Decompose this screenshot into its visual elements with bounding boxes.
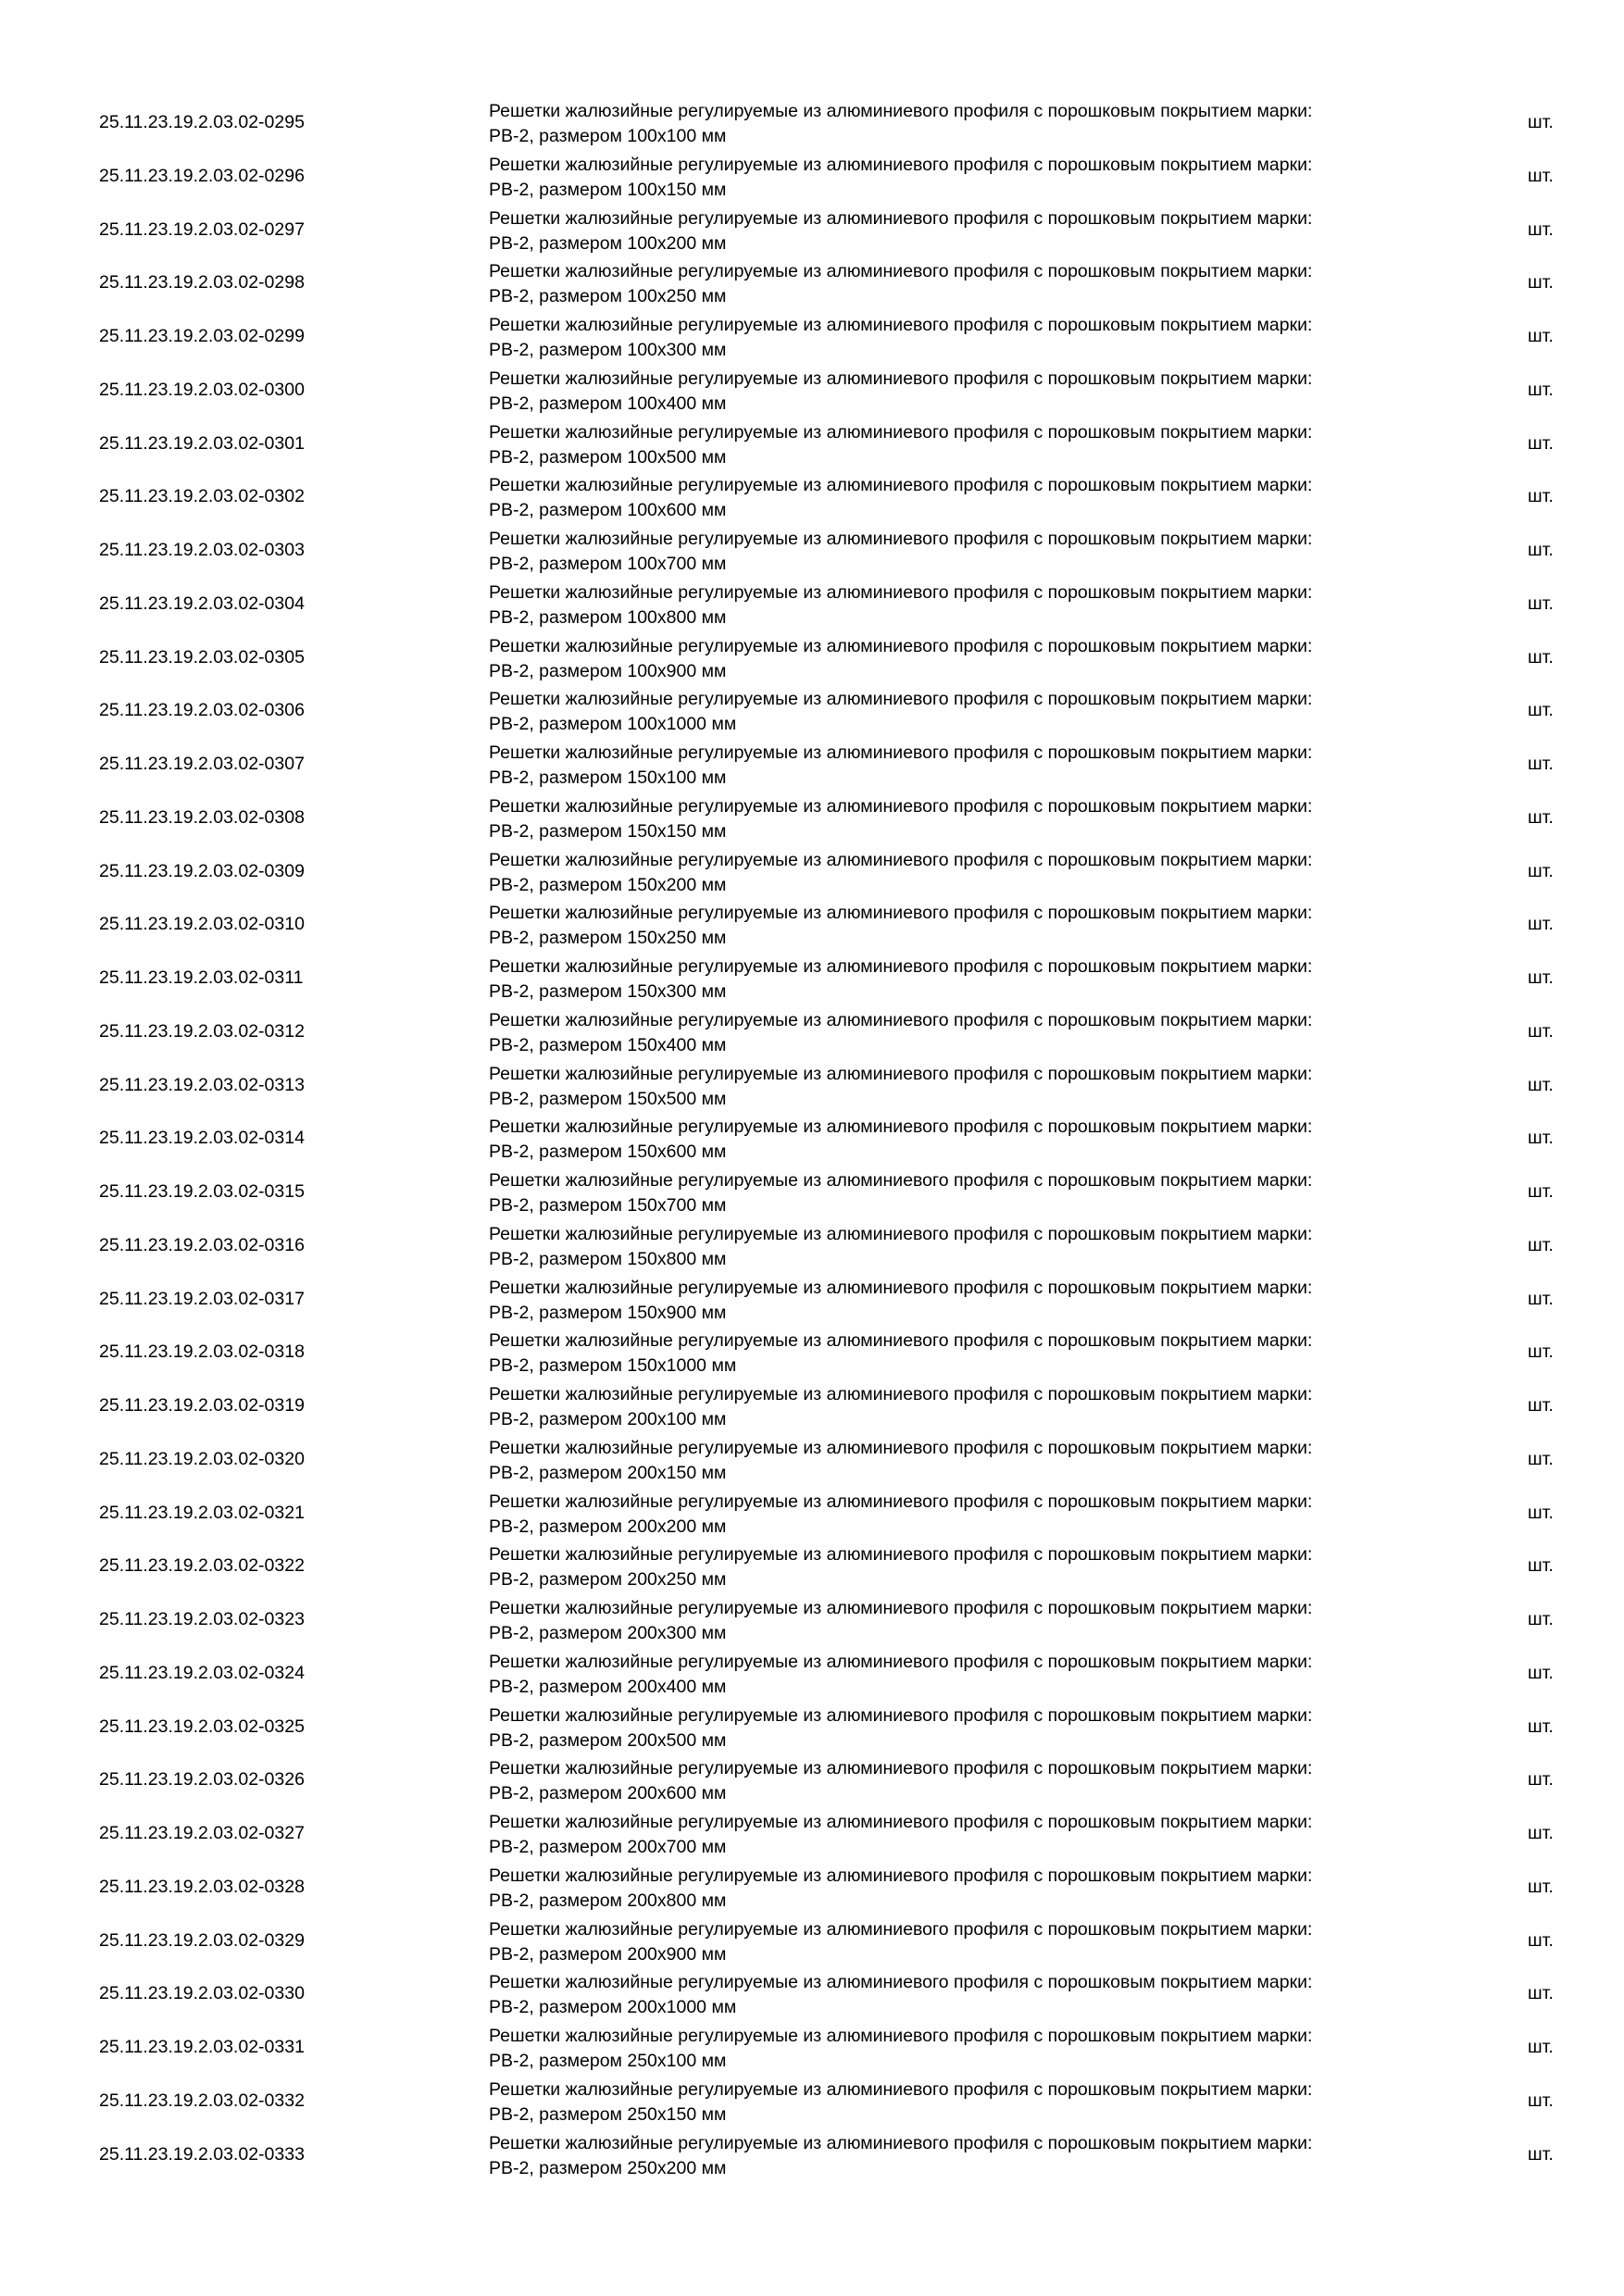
description-line-2: РВ-2, размером 150х900 мм	[489, 1302, 727, 1323]
resource-code: 25.11.23.19.2.03.02-0318	[99, 1341, 305, 1363]
table-row	[0, 684, 1624, 738]
resource-description	[489, 420, 1452, 470]
resource-description	[489, 1222, 1452, 1272]
unit-of-measure: шт.	[1528, 1074, 1554, 1095]
resource-description	[489, 153, 1452, 203]
table-row	[0, 1647, 1624, 1701]
unit-of-measure: шт.	[1528, 1128, 1554, 1149]
table-row	[0, 256, 1624, 310]
resource-description	[489, 2131, 1452, 2181]
description-line-2: РВ-2, размером 250х200 мм	[489, 2157, 727, 2178]
resource-code: 25.11.23.19.2.03.02-0306	[99, 700, 305, 721]
table-row	[0, 1166, 1624, 1219]
resource-code: 25.11.23.19.2.03.02-0304	[99, 593, 305, 614]
resource-description	[489, 1810, 1452, 1860]
table-row	[0, 631, 1624, 685]
table-row	[0, 1219, 1624, 1273]
description-line-1: Решетки жалюзийные регулируемые из алюминиевого профиля с порошковым покрытием марки:	[489, 154, 1313, 175]
resource-code: 25.11.23.19.2.03.02-0321	[99, 1502, 305, 1523]
unit-of-measure: шт.	[1528, 1876, 1554, 1897]
unit-of-measure: шт.	[1528, 379, 1554, 400]
description-line-1: Решетки жалюзийные регулируемые из алюминиевого профиля с порошковым покрытием марки:	[489, 1812, 1313, 1832]
resource-code: 25.11.23.19.2.03.02-0307	[99, 754, 305, 774]
table-row	[0, 792, 1624, 845]
unit-of-measure: шт.	[1528, 1341, 1554, 1363]
unit-of-measure: шт.	[1528, 218, 1554, 240]
description-line-1: Решетки жалюзийные регулируемые из алюминиевого профиля с порошковым покрытием марки:	[489, 1758, 1313, 1779]
description-line-2: РВ-2, размером 200х300 мм	[489, 1623, 727, 1643]
description-line-2: РВ-2, размером 200х100 мм	[489, 1409, 727, 1429]
description-line-2: РВ-2, размером 200х400 мм	[489, 1676, 727, 1697]
resource-description	[489, 1062, 1452, 1112]
description-line-2: РВ-2, размером 150х300 мм	[489, 981, 727, 1002]
resource-code: 25.11.23.19.2.03.02-0328	[99, 1876, 305, 1897]
unit-of-measure: шт.	[1528, 1555, 1554, 1577]
table-row	[0, 1005, 1624, 1059]
description-line-1: Решетки жалюзийные регулируемые из алюминиевого профиля с порошковым покрытием марки:	[489, 1009, 1313, 1030]
resource-code: 25.11.23.19.2.03.02-0327	[99, 1823, 305, 1843]
resource-code: 25.11.23.19.2.03.02-0308	[99, 806, 305, 828]
description-line-2: РВ-2, размером 100х800 мм	[489, 606, 727, 628]
description-line-1: Решетки жалюзийные регулируемые из алюминиевого профиля с порошковым покрытием марки:	[489, 1277, 1313, 1298]
resource-description	[489, 1168, 1452, 1218]
description-line-1: Решетки жалюзийные регулируемые из алюминиевого профиля с порошковым покрытием марки:	[489, 956, 1313, 977]
resource-code: 25.11.23.19.2.03.02-0332	[99, 2090, 305, 2111]
description-line-2: РВ-2, размером 100х100 мм	[489, 126, 727, 146]
description-line-1: Решетки жалюзийные регулируемые из алюминиевого профиля с порошковым покрытием марки:	[489, 1384, 1313, 1404]
description-line-1: Решетки жалюзийные регулируемые из алюминиевого профиля с порошковым покрытием марки:	[489, 1544, 1313, 1566]
description-line-1: Решетки жалюзийные регулируемые из алюминиевого профиля с порошковым покрытием марки:	[489, 2026, 1313, 2046]
resource-description	[489, 527, 1452, 577]
unit-of-measure: шт.	[1528, 1502, 1554, 1523]
description-line-1: Решетки жалюзийные регулируемые из алюминиевого профиля с порошковым покрытием марки:	[489, 1704, 1313, 1726]
description-line-1: Решетки жалюзийные регулируемые из алюминиевого профиля с порошковым покрытием марки:	[489, 2078, 1313, 2100]
resource-description	[489, 1382, 1452, 1432]
resource-code: 25.11.23.19.2.03.02-0325	[99, 1716, 305, 1737]
resource-description	[489, 2024, 1452, 2074]
resource-code: 25.11.23.19.2.03.02-0300	[99, 379, 305, 400]
resource-code: 25.11.23.19.2.03.02-0299	[99, 326, 305, 346]
resource-description	[489, 1596, 1452, 1646]
unit-of-measure: шт.	[1528, 1662, 1554, 1683]
description-line-2: РВ-2, размером 150х250 мм	[489, 928, 727, 949]
description-line-1: Решетки жалюзийные регулируемые из алюминиевого профиля с порошковым покрытием марки:	[489, 529, 1313, 549]
unit-of-measure: шт.	[1528, 754, 1554, 774]
resource-description	[489, 1917, 1452, 1967]
description-line-2: РВ-2, размером 100х500 мм	[489, 446, 727, 468]
description-line-1: Решетки жалюзийные регулируемые из алюминиевого профиля с порошковым покрытием марки:	[489, 689, 1313, 710]
table-row	[0, 1967, 1624, 2021]
resource-code: 25.11.23.19.2.03.02-0295	[99, 112, 305, 132]
table-row	[0, 1701, 1624, 1754]
unit-of-measure: шт.	[1528, 1020, 1554, 1042]
description-line-2: РВ-2, размером 150х150 мм	[489, 820, 727, 842]
description-line-1: Решетки жалюзийные регулируемые из алюминиевого профиля с порошковым покрытием марки:	[489, 635, 1313, 656]
description-line-2: РВ-2, размером 150х700 мм	[489, 1195, 727, 1216]
description-line-2: РВ-2, размером 100х250 мм	[489, 286, 727, 307]
description-line-1: Решетки жалюзийные регулируемые из алюминиевого профиля с порошковым покрытием марки:	[489, 1865, 1313, 1886]
table-row	[0, 845, 1624, 899]
unit-of-measure: шт.	[1528, 1395, 1554, 1416]
resource-description	[489, 1490, 1452, 1540]
description-line-2: РВ-2, размером 150х800 мм	[489, 1248, 727, 1269]
table-row	[0, 898, 1624, 952]
table-row	[0, 1112, 1624, 1166]
description-line-1: Решетки жалюзийные регулируемые из алюминиевого профиля с порошковым покрытием марки:	[489, 1330, 1313, 1352]
table-row	[0, 1753, 1624, 1807]
description-line-2: РВ-2, размером 100х200 мм	[489, 232, 727, 254]
table-row	[0, 1807, 1624, 1861]
resource-code: 25.11.23.19.2.03.02-0320	[99, 1448, 305, 1469]
table-row	[0, 96, 1624, 150]
description-line-1: Решетки жалюзийные регулируемые из алюминиевого профиля с порошковым покрытием марки:	[489, 849, 1313, 870]
table-row	[0, 204, 1624, 257]
unit-of-measure: шт.	[1528, 806, 1554, 828]
unit-of-measure: шт.	[1528, 1234, 1554, 1255]
unit-of-measure: шт.	[1528, 1769, 1554, 1791]
table-row	[0, 470, 1624, 524]
resource-code: 25.11.23.19.2.03.02-0323	[99, 1609, 305, 1629]
resource-description	[489, 259, 1452, 309]
resource-description	[489, 580, 1452, 630]
unit-of-measure: шт.	[1528, 326, 1554, 346]
unit-of-measure: шт.	[1528, 540, 1554, 560]
unit-of-measure: шт.	[1528, 1609, 1554, 1629]
description-line-2: РВ-2, размером 200х200 мм	[489, 1516, 727, 1537]
resource-description	[489, 1276, 1452, 1326]
resource-code: 25.11.23.19.2.03.02-0303	[99, 540, 305, 560]
description-line-1: Решетки жалюзийные регулируемые из алюминиевого профиля с порошковым покрытием марки:	[489, 475, 1313, 496]
description-line-1: Решетки жалюзийные регулируемые из алюминиевого профиля с порошковым покрытием марки:	[489, 795, 1313, 817]
unit-of-measure: шт.	[1528, 967, 1554, 988]
unit-of-measure: шт.	[1528, 646, 1554, 668]
description-line-2: РВ-2, размером 200х700 мм	[489, 1837, 727, 1857]
unit-of-measure: шт.	[1528, 2143, 1554, 2165]
description-line-1: Решетки жалюзийные регулируемые из алюминиевого профиля с порошковым покрытием марки:	[489, 1972, 1313, 1993]
unit-of-measure: шт.	[1528, 1181, 1554, 1202]
unit-of-measure: шт.	[1528, 112, 1554, 132]
description-line-2: РВ-2, размером 100х300 мм	[489, 340, 727, 360]
resource-code: 25.11.23.19.2.03.02-0305	[99, 646, 305, 668]
resource-code: 25.11.23.19.2.03.02-0311	[99, 967, 304, 988]
table-row	[0, 1593, 1624, 1647]
unit-of-measure: шт.	[1528, 914, 1554, 935]
table-row	[0, 364, 1624, 418]
resource-description	[489, 1115, 1452, 1165]
description-line-1: Решетки жалюзийные регулируемые из алюминиевого профиля с порошковым покрытием марки:	[489, 101, 1313, 121]
resource-code: 25.11.23.19.2.03.02-0329	[99, 1929, 305, 1951]
resource-description	[489, 848, 1452, 898]
table-row	[0, 1540, 1624, 1593]
resource-code: 25.11.23.19.2.03.02-0317	[99, 1288, 305, 1309]
description-line-1: Решетки жалюзийные регулируемые из алюминиевого профиля с порошковым покрытием марки:	[489, 1598, 1313, 1618]
description-line-1: Решетки жалюзийные регулируемые из алюминиевого профиля с порошковым покрытием марки:	[489, 581, 1313, 603]
resource-description	[489, 1864, 1452, 1914]
resource-description	[489, 367, 1452, 417]
description-line-2: РВ-2, размером 200х600 мм	[489, 1783, 727, 1804]
resource-description	[489, 1650, 1452, 1700]
description-line-2: РВ-2, размером 150х600 мм	[489, 1142, 727, 1163]
resource-description	[489, 313, 1452, 363]
resource-code: 25.11.23.19.2.03.02-0330	[99, 1983, 305, 2004]
description-line-2: РВ-2, размером 100х700 мм	[489, 554, 727, 574]
resource-code: 25.11.23.19.2.03.02-0322	[99, 1555, 305, 1577]
table-row	[0, 1487, 1624, 1541]
description-line-1: Решетки жалюзийные регулируемые из алюминиевого профиля с порошковым покрытием марки:	[489, 903, 1313, 924]
unit-of-measure: шт.	[1528, 1823, 1554, 1843]
description-line-1: Решетки жалюзийные регулируемые из алюминиевого профиля с порошковым покрытием марки:	[489, 421, 1313, 443]
table-row	[0, 952, 1624, 1005]
resource-description	[489, 955, 1452, 1004]
description-line-2: РВ-2, размером 100х150 мм	[489, 179, 727, 200]
resource-description	[489, 1008, 1452, 1058]
table-row	[0, 1861, 1624, 1915]
resource-description	[489, 2078, 1452, 2128]
resource-code: 25.11.23.19.2.03.02-0314	[99, 1128, 305, 1149]
resource-code: 25.11.23.19.2.03.02-0333	[99, 2143, 305, 2165]
description-line-1: Решетки жалюзийные регулируемые из алюминиевого профиля с порошковым покрытием марки:	[489, 315, 1313, 335]
resource-description	[489, 687, 1452, 737]
description-line-2: РВ-2, размером 100х1000 мм	[489, 714, 737, 735]
resource-code: 25.11.23.19.2.03.02-0315	[99, 1181, 305, 1202]
description-line-1: Решетки жалюзийные регулируемые из алюминиевого профиля с порошковым покрытием марки:	[489, 1491, 1313, 1512]
description-line-1: Решетки жалюзийные регулируемые из алюминиевого профиля с порошковым покрытием марки:	[489, 2132, 1313, 2153]
unit-of-measure: шт.	[1528, 2037, 1554, 2057]
table-row	[0, 1059, 1624, 1113]
unit-of-measure: шт.	[1528, 860, 1554, 881]
resource-description	[489, 794, 1452, 844]
description-line-2: РВ-2, размером 200х150 мм	[489, 1462, 727, 1483]
description-line-2: РВ-2, размером 200х250 мм	[489, 1569, 727, 1591]
resource-code: 25.11.23.19.2.03.02-0312	[99, 1020, 305, 1042]
description-line-1: Решетки жалюзийные регулируемые из алюминиевого профиля с порошковым покрытием марки:	[489, 1223, 1313, 1244]
table-row	[0, 1915, 1624, 1968]
table-row	[0, 2128, 1624, 2182]
description-line-2: РВ-2, размером 150х1000 мм	[489, 1355, 737, 1377]
resource-description	[489, 206, 1452, 256]
description-line-2: РВ-2, размером 150х200 мм	[489, 874, 727, 895]
resource-description	[489, 1329, 1452, 1379]
resource-description	[489, 901, 1452, 951]
resource-description	[489, 634, 1452, 684]
price-list-table	[0, 96, 1624, 2181]
table-row	[0, 150, 1624, 204]
description-line-1: Решетки жалюзийные регулируемые из алюминиевого профиля с порошковым покрытием марки:	[489, 1918, 1313, 1940]
resource-code: 25.11.23.19.2.03.02-0297	[99, 218, 305, 240]
description-line-2: РВ-2, размером 100х600 мм	[489, 500, 727, 521]
unit-of-measure: шт.	[1528, 593, 1554, 614]
resource-code: 25.11.23.19.2.03.02-0301	[99, 432, 305, 454]
resource-description	[489, 1436, 1452, 1486]
unit-of-measure: шт.	[1528, 1929, 1554, 1951]
table-row	[0, 1433, 1624, 1487]
description-line-1: Решетки жалюзийные регулируемые из алюминиевого профиля с порошковым покрытием марки:	[489, 1651, 1313, 1672]
table-row	[0, 1273, 1624, 1327]
description-line-2: РВ-2, размером 200х1000 мм	[489, 1997, 737, 2018]
table-row	[0, 738, 1624, 792]
table-row	[0, 310, 1624, 364]
description-line-2: РВ-2, размером 250х100 мм	[489, 2051, 727, 2071]
table-row	[0, 418, 1624, 471]
unit-of-measure: шт.	[1528, 1288, 1554, 1309]
resource-code: 25.11.23.19.2.03.02-0302	[99, 486, 305, 507]
resource-description	[489, 1542, 1452, 1592]
resource-code: 25.11.23.19.2.03.02-0331	[99, 2037, 305, 2057]
description-line-2: РВ-2, размером 150х100 мм	[489, 767, 727, 788]
unit-of-measure: шт.	[1528, 432, 1554, 454]
description-line-2: РВ-2, размером 150х400 мм	[489, 1034, 727, 1055]
description-line-2: РВ-2, размером 200х800 мм	[489, 1890, 727, 1911]
unit-of-measure: шт.	[1528, 486, 1554, 507]
description-line-2: РВ-2, размером 200х900 мм	[489, 1943, 727, 1965]
resource-code: 25.11.23.19.2.03.02-0324	[99, 1662, 305, 1683]
resource-code: 25.11.23.19.2.03.02-0319	[99, 1395, 305, 1416]
description-line-2: РВ-2, размером 100х900 мм	[489, 660, 727, 681]
table-row	[0, 2075, 1624, 2128]
resource-description	[489, 99, 1452, 149]
resource-description	[489, 741, 1452, 791]
description-line-1: Решетки жалюзийные регулируемые из алюминиевого профиля с порошковым покрытием марки:	[489, 1437, 1313, 1458]
resource-code: 25.11.23.19.2.03.02-0316	[99, 1234, 305, 1255]
unit-of-measure: шт.	[1528, 1983, 1554, 2004]
resource-code: 25.11.23.19.2.03.02-0298	[99, 272, 305, 293]
resource-code: 25.11.23.19.2.03.02-0326	[99, 1769, 305, 1791]
table-row	[0, 1379, 1624, 1433]
unit-of-measure: шт.	[1528, 1716, 1554, 1737]
unit-of-measure: шт.	[1528, 2090, 1554, 2111]
resource-description	[489, 1703, 1452, 1753]
table-row	[0, 578, 1624, 631]
description-line-2: РВ-2, размером 100х400 мм	[489, 393, 727, 414]
resource-code: 25.11.23.19.2.03.02-0313	[99, 1074, 305, 1095]
unit-of-measure: шт.	[1528, 700, 1554, 721]
resource-description	[489, 473, 1452, 523]
description-line-1: Решетки жалюзийные регулируемые из алюминиевого профиля с порошковым покрытием марки:	[489, 1170, 1313, 1191]
description-line-1: Решетки жалюзийные регулируемые из алюминиевого профиля с порошковым покрытием марки:	[489, 368, 1313, 389]
description-line-2: РВ-2, размером 200х500 мм	[489, 1729, 727, 1751]
resource-code: 25.11.23.19.2.03.02-0309	[99, 860, 305, 881]
resource-description	[489, 1970, 1452, 2020]
unit-of-measure: шт.	[1528, 272, 1554, 293]
unit-of-measure: шт.	[1528, 165, 1554, 186]
description-line-1: Решетки жалюзийные регулируемые из алюминиевого профиля с порошковым покрытием марки:	[489, 1117, 1313, 1138]
table-row	[0, 524, 1624, 578]
unit-of-measure: шт.	[1528, 1448, 1554, 1469]
resource-description	[489, 1756, 1452, 1806]
description-line-1: Решетки жалюзийные регулируемые из алюминиевого профиля с порошковым покрытием марки:	[489, 207, 1313, 229]
table-row	[0, 2021, 1624, 2075]
description-line-1: Решетки жалюзийные регулируемые из алюминиевого профиля с порошковым покрытием марки:	[489, 1063, 1313, 1084]
table-row	[0, 1326, 1624, 1379]
description-line-1: Решетки жалюзийные регулируемые из алюминиевого профиля с порошковым покрытием марки:	[489, 742, 1313, 763]
resource-code: 25.11.23.19.2.03.02-0310	[99, 914, 305, 935]
resource-code: 25.11.23.19.2.03.02-0296	[99, 165, 305, 186]
description-line-2: РВ-2, размером 250х150 мм	[489, 2103, 727, 2125]
description-line-1: Решетки жалюзийные регулируемые из алюминиевого профиля с порошковым покрытием марки:	[489, 261, 1313, 282]
description-line-2: РВ-2, размером 150х500 мм	[489, 1088, 727, 1109]
